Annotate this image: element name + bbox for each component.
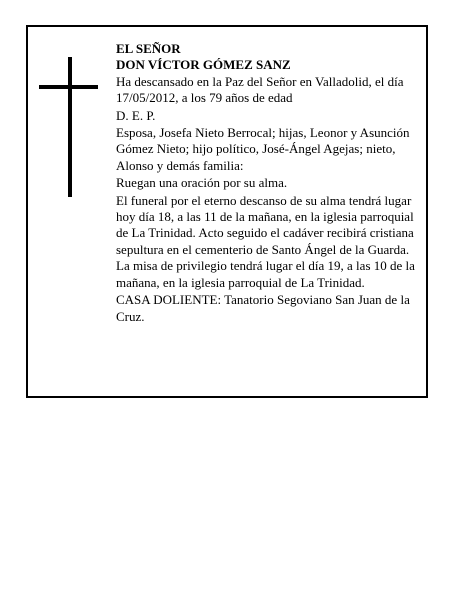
funeral-details: El funeral por el eterno descanso de su alma tendrá lugar hoy día 18, a las 11 de la mañana, en la iglesia parroquial de La Trinidad. Acto seguido el cadáver recibirá cristiana sepultura en el cementerio de Santo Ángel de la Guarda. La misa de privilegio tendrá lugar el día 19, a las 10 de la mañana, en la iglesia parroquial de La Trinidad.: [116, 192, 415, 290]
cross-horizontal-bar: [39, 85, 98, 89]
notice-text: [116, 41, 418, 325]
notice-title-line-1: EL SEÑOR: [116, 41, 181, 56]
prayer-request: Ruegan una oración por su alma.: [116, 175, 288, 191]
family-members: Esposa, Josefa Nieto Berrocal; hijas, Leonor y Asunción Gómez Nieto; hijo político, José-Ángel Agejas; nieto, Alonso y demás familia:: [116, 125, 410, 173]
cross-vertical-bar: [68, 57, 72, 197]
rip-abbreviation: D. E. P.: [116, 107, 156, 123]
obituary-notice: [26, 25, 428, 398]
deceased-name: DON VÍCTOR GÓMEZ SANZ: [116, 57, 291, 73]
death-announcement: Ha descansado en la Paz del Señor en Valladolid, el día 17/05/2012, a los 79 años de edad: [116, 73, 404, 106]
mourning-house: CASA DOLIENTE: Tanatorio Segoviano San Juan de la Cruz.: [116, 292, 410, 324]
